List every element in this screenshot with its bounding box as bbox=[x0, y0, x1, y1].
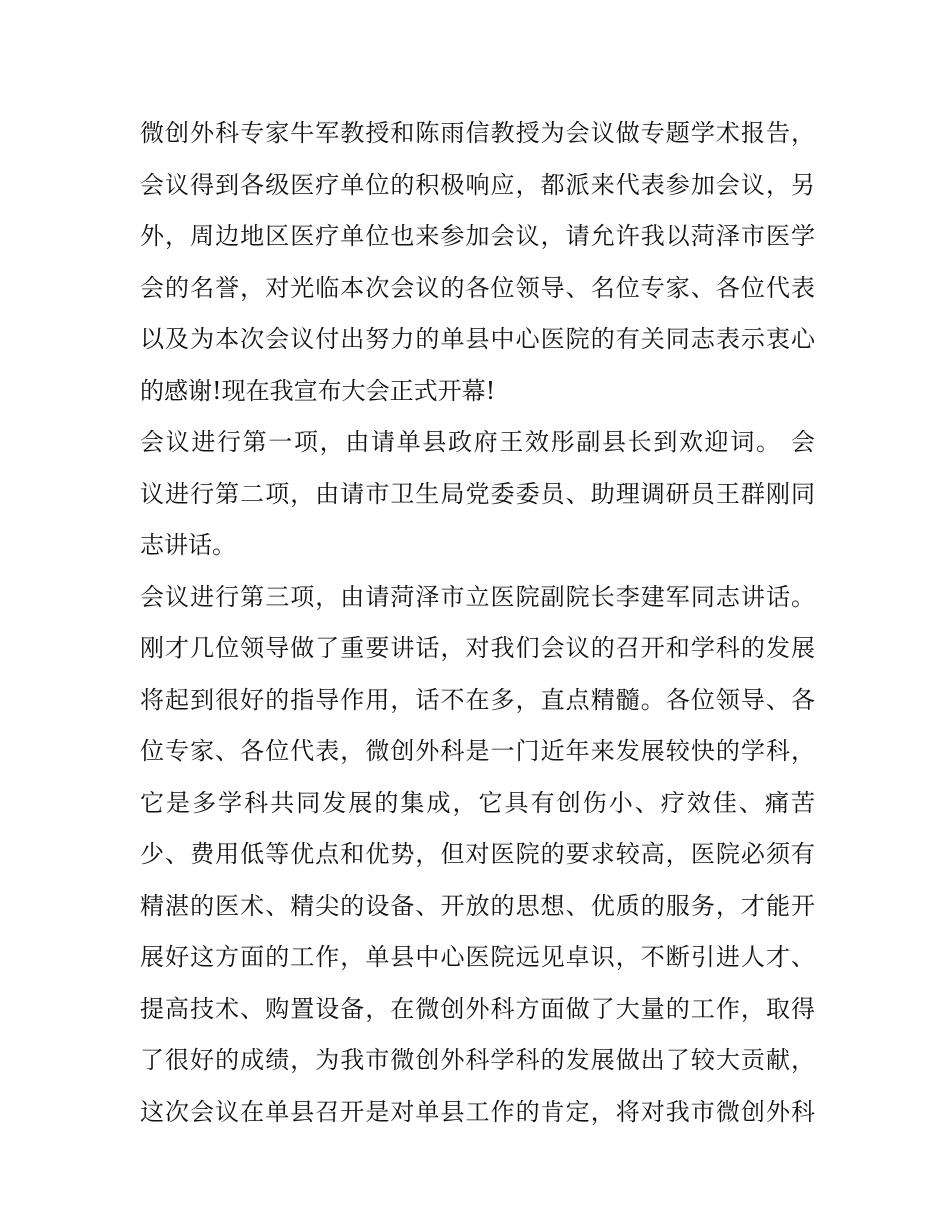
text-line: 会的名誉，对光临本次会议的各位领导、名位专家、各位代表 bbox=[140, 273, 815, 302]
text-line: 志讲话。 bbox=[140, 531, 236, 559]
text-line: 微创外科专家牛军教授和陈雨信教授为会议做专题学术报告， bbox=[140, 119, 815, 147]
text-line: 了很好的成绩，为我市微创外科学科的发展做出了较大贡献， bbox=[140, 1046, 815, 1074]
paragraph-agenda-items bbox=[140, 417, 815, 572]
document-page bbox=[140, 108, 815, 1138]
text-line: 它是多学科共同发展的集成，它具有创伤小、疗效佳、痛苦 bbox=[140, 788, 815, 817]
text-line: 位专家、各位代表，微创外科是一门近年来发展较快的学科， bbox=[140, 737, 815, 765]
text-line: 少、费用低等优点和优势，但对医院的要求较高，医院必须有 bbox=[140, 840, 815, 868]
text-line: 这次会议在单县召开是对单县工作的肯定，将对我市微创外科 bbox=[140, 1097, 815, 1126]
text-line: 会议进行第三项，由请菏泽市立医院副院长李建军同志讲话。 bbox=[140, 582, 815, 611]
text-line: 刚才几位领导做了重要讲话，对我们会议的召开和学科的发展 bbox=[140, 634, 815, 662]
paragraph-opening-thanks bbox=[140, 108, 815, 417]
text-line: 展好这方面的工作，单县中心医院远见卓识，不断引进人才、 bbox=[140, 943, 815, 971]
text-line: 将起到很好的指导作用，话不在多，直点精髓。各位领导、各 bbox=[140, 685, 815, 714]
text-line: 议进行第二项，由请市卫生局党委委员、助理调研员王群刚同 bbox=[140, 479, 815, 508]
text-line: 精湛的医术、精尖的设备、开放的思想、优质的服务，才能开 bbox=[140, 891, 815, 920]
text-line: 外，周边地区医疗单位也来参加会议，请允许我以菏泽市医学 bbox=[140, 222, 815, 250]
text-line: 会议得到各级医疗单位的积极响应，都派来代表参加会议，另 bbox=[140, 170, 815, 199]
text-line: 以及为本次会议付出努力的单县中心医院的有关同志表示衷心 bbox=[140, 325, 815, 353]
text-line: 的感谢!现在我宣布大会正式开幕! bbox=[140, 376, 496, 405]
text-line: 提高技术、购置设备，在微创外科方面做了大量的工作，取得 bbox=[140, 994, 815, 1023]
text-line: 会议进行第一项，由请单县政府王效彤副县长到欢迎词。 会 bbox=[140, 428, 815, 456]
paragraph-third-item-remarks bbox=[140, 572, 815, 1139]
